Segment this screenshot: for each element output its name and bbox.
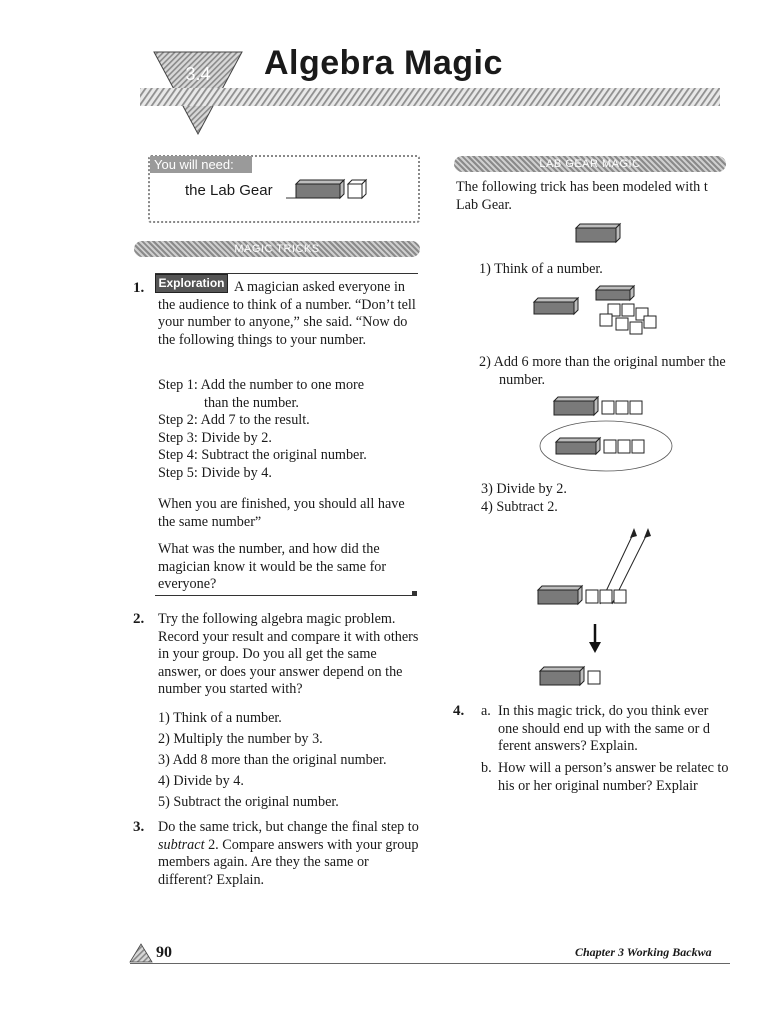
lab-gear-step4-model [536, 524, 666, 608]
problem1-steps [158, 377, 420, 483]
problem4a-text: In this magic trick, do you think ever one should end up with the same or d ferent answers? Explain. [498, 703, 710, 755]
step-line: 2) Multiply the number by 3. [158, 731, 323, 747]
problem3-number: 3. [133, 819, 145, 835]
step-line: Step 2: Add 7 to the result. [158, 412, 310, 429]
step-line: than the number. [204, 394, 299, 411]
footer-rule [130, 963, 730, 964]
exploration-badge: Exploration [155, 274, 228, 293]
problem1-number: 1. [133, 280, 145, 296]
lab-gear-step2: 2) Add 6 more than the original number the number. [479, 354, 726, 388]
lab-gear-result-model [538, 665, 608, 687]
section-number: 3.4 [185, 64, 211, 84]
section-bar-lab-gear-magic: LAB GEAR MAGIC [454, 156, 726, 172]
header-pattern-band [140, 86, 720, 108]
lab-gear-step1: 1) Think of a number. [479, 261, 603, 277]
page-title: Algebra Magic [264, 44, 503, 82]
step-line: Step 1: Add the number to one more [158, 377, 365, 393]
section-bar-magic-tricks: MAGIC TRICKS [134, 241, 420, 257]
lab-gear-icon [284, 176, 374, 202]
problem1-question: What was the number, and how did the magician know it would be the same for everyone? [158, 541, 387, 593]
materials-item: the Lab Gear [185, 182, 273, 199]
problem2-steps [158, 708, 420, 813]
down-arrow-icon [588, 624, 602, 654]
step-line: 5) Subtract the original number. [158, 794, 339, 810]
lab-gear-step4: 4) Subtract 2. [481, 499, 558, 515]
problem2-text: Try the following algebra magic problem. Record your result and compare it with others in your group. Do you all get the same answer, or does your answer depend on the number you started with? [158, 611, 419, 698]
step-line: 1) Think of a number. [158, 710, 282, 726]
page-number: 90 [156, 944, 172, 961]
end-mark [412, 591, 417, 596]
problem2-number: 2. [133, 611, 145, 627]
lab-gear-step2-model [552, 395, 652, 417]
footer-chapter: Chapter 3 Working Backwa [575, 945, 712, 959]
problem1-bottom-rule [155, 595, 417, 596]
lab-gear-intro: The following trick has been modeled with t Lab Gear. [456, 179, 708, 213]
step-line: Step 3: Divide by 2. [158, 429, 272, 446]
lab-gear-x-block [574, 222, 624, 244]
step-line: 3) Add 8 more than the original number. [158, 752, 387, 768]
footer-triangle-icon [128, 942, 154, 964]
step-line: 4) Divide by 4. [158, 773, 244, 789]
problem4a-letter: a. [481, 703, 491, 719]
problem4b-letter: b. [481, 760, 492, 776]
lab-gear-step1-model [530, 284, 670, 342]
problem4-number: 4. [453, 703, 465, 719]
problem1-text: A magician asked everyone in the audience to think of a number. “Don’t tell your number to anyone,” she said. “Now do the following things to your number. [158, 279, 416, 348]
problem4b-text: How will a person’s answer be relatec to his or her original number? Explair [498, 760, 729, 794]
lab-gear-circled-model [536, 418, 676, 474]
problem3-text: Do the same trick, but change the final step to subtract 2. Compare answers with your group members again. Are they the same or different? Explain. [158, 819, 419, 888]
step-line: Step 5: Divide by 4. [158, 464, 272, 481]
materials-label: You will need: [150, 156, 252, 173]
problem1-after-text: When you are finished, you should all have the same number” [158, 496, 405, 530]
lab-gear-step3: 3) Divide by 2. [481, 481, 567, 497]
step-line: Step 4: Subtract the original number. [158, 447, 367, 464]
